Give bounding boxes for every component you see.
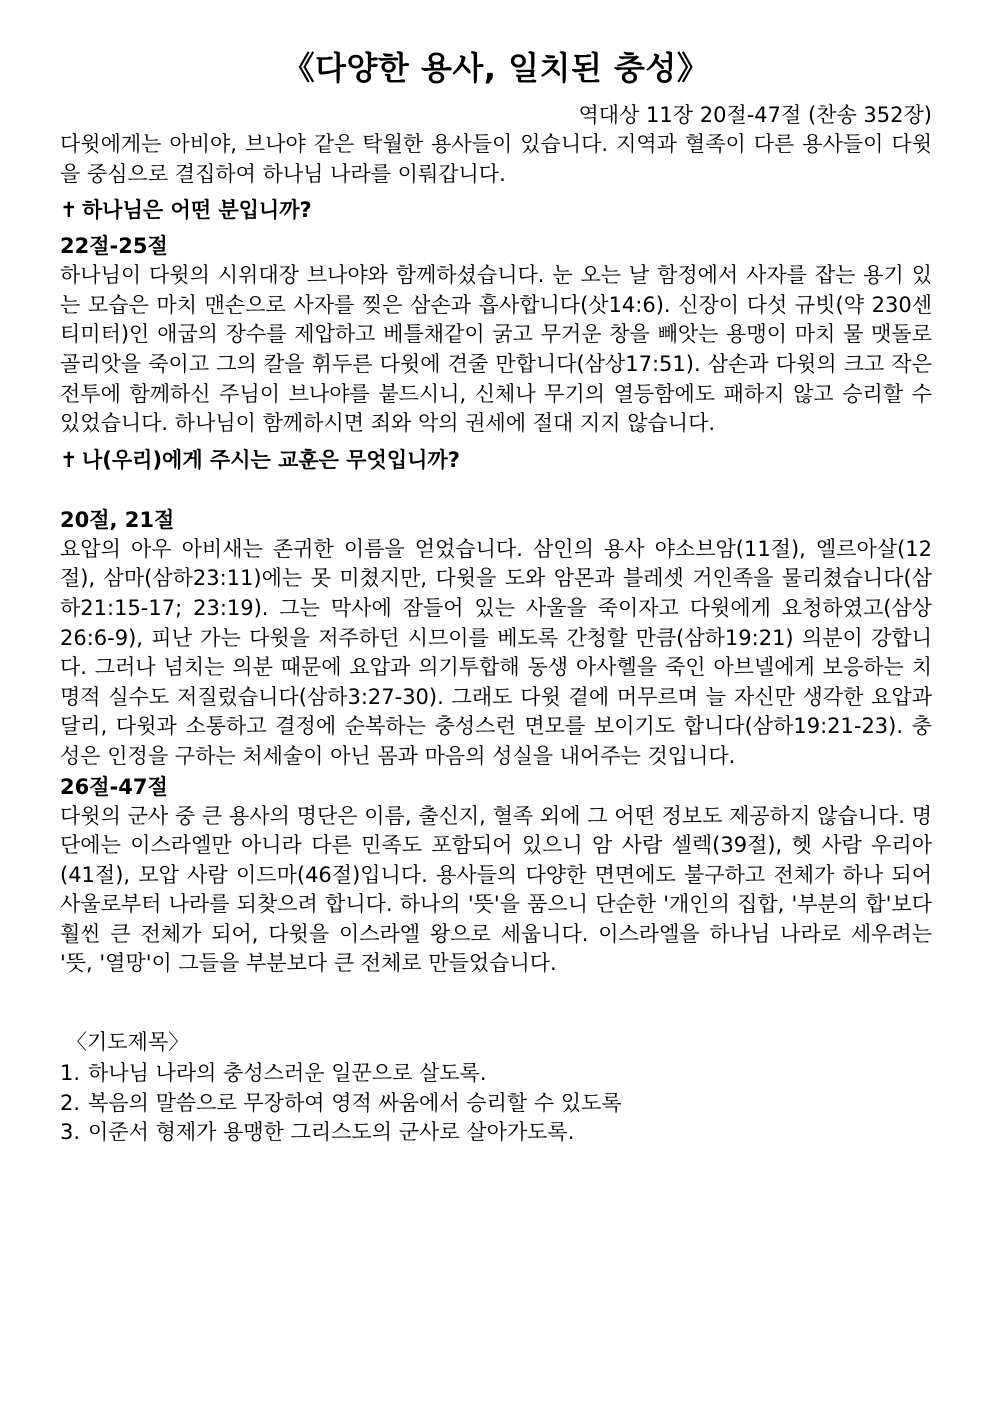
spacer bbox=[60, 979, 932, 1027]
cross-icon: ✝ bbox=[60, 447, 78, 472]
verse-heading-3: 26절-47절 bbox=[60, 774, 168, 799]
section-paragraph-1: 하나님이 다윗의 시위대장 브나야와 함께하셨습니다. 눈 오는 날 함정에서 사자를 잡는 용기 있는 모습은 마치 맨손으로 사자를 찢은 삼손과 흡사합니다(삿14:6). 신장이 다섯 규빗(약 230센티미터)인 애굽의 장수를 제압하고 베틀채같이 굵고 무거운 창을 빼앗는 용맹이 마치 물 맷돌로 골리앗을 죽이고 그의 칼을 휘두른 다윗에 견줄 만합니다(삼상17:51). 삼손과 다윗의 크고 작은 전투에 함께하신 주님이 브나야를 붙드시니, 신체나 무기의 열등함에도 패하지 않고 승리할 수 있었습니다. 하나님이 함께하시면 죄와 악의 권세에 절대 지지 않습니다. bbox=[60, 263, 932, 436]
question-text-1: 하나님은 어떤 분입니까? bbox=[82, 198, 312, 223]
scripture-reference: 역대상 11장 20절-47절 (찬송 352장) bbox=[578, 103, 932, 127]
prayer-item bbox=[60, 1118, 932, 1148]
prayer-item bbox=[60, 1059, 932, 1089]
prayer-item-number: 1. bbox=[60, 1061, 81, 1086]
question-text-2: 나(우리)에게 주시는 교훈은 무엇입니까? bbox=[82, 447, 460, 472]
verse-heading-1: 22절-25절 bbox=[60, 234, 168, 259]
section-paragraph-3: 다윗의 군사 중 큰 용사의 명단은 이름, 출신지, 혈족 외에 그 어떤 정보도 제공하지 않습니다. 명단에는 이스라엘만 아니라 다른 민족도 포함되어 있으니 암 사람 셀렉(39절), 헷 사람 우리아(41절), 모압 사람 이드마(46절)입니다. 용사들의 다양한 면면에도 불구하고 전체가 하나 되어 사울로부터 나라를 되찾으려 합니다. 하나의 '뜻'을 품으니 단순한 '개인의 집합, '부분의 합'보다 훨씬 큰 전체가 되어, 다윗을 이스라엘 왕으로 세웁니다. 이스라엘을 하나님 나라로 세우려는 '뜻, '열망'이 그들을 부분보다 큰 전체로 만들었습니다. bbox=[60, 803, 932, 976]
section-paragraph-2: 요압의 아우 아비새는 존귀한 이름을 얻었습니다. 삼인의 용사 야소브암(11절), 엘르아살(12절), 삼마(삼하23:11)에는 못 미쳤지만, 다윗을 도와 암몬과 블레셋 거인족을 물리쳤습니다(삼하21:15-17; 23:19). 그는 막사에 잠들어 있는 사울을 죽이자고 다윗에게 요청하였고(삼상26:6-9), 피난 가는 다윗을 저주하던 시므이를 베도록 간청할 만큼(삼하19:21) 의분이 강합니다. 그러나 넘치는 의분 때문에 요압과 의기투합해 동생 아사헬을 죽인 아브넬에게 보응하는 치명적 실수도 저질렀습니다(삼하3:27-30). 그래도 다윗 곁에 머무르며 늘 자신만 생각한 요압과 달리, 다윗과 소통하고 결정에 순복하는 충성스런 면모를 보이기도 합니다(삼하19:21-23). 충성은 인정을 구하는 처세술이 아닌 몸과 마음의 성실을 내어주는 것입니다. bbox=[60, 536, 932, 768]
prayer-item-text: 하나님 나라의 충성스러운 일꾼으로 살도록. bbox=[88, 1061, 487, 1086]
question-heading-1 bbox=[60, 195, 932, 225]
prayer-item-number: 2. bbox=[60, 1090, 81, 1115]
prayer-list bbox=[60, 1059, 932, 1148]
prayer-item-number: 3. bbox=[60, 1120, 81, 1145]
prayer-item-text: 복음의 말씀으로 무장하여 영적 싸움에서 승리할 수 있도록 bbox=[88, 1090, 622, 1115]
document-title: 《다양한 용사, 일치된 충성》 bbox=[282, 49, 710, 87]
cross-icon: ✝ bbox=[60, 198, 78, 223]
prayer-heading: 〈기도제목〉 bbox=[66, 1030, 190, 1055]
verse-heading-2: 20절, 21절 bbox=[60, 507, 175, 532]
prayer-item-text: 이준서 형제가 용맹한 그리스도의 군사로 살아가도록. bbox=[88, 1120, 575, 1145]
intro-paragraph: 다윗에게는 아비야, 브나야 같은 탁월한 용사들이 있습니다. 지역과 혈족이 다른 용사들이 다윗을 중심으로 결집하여 하나님 나라를 이뤄갑니다. bbox=[60, 132, 932, 186]
spacer bbox=[60, 481, 932, 505]
document-page bbox=[60, 44, 932, 1148]
prayer-item bbox=[60, 1089, 932, 1119]
question-heading-2 bbox=[60, 445, 932, 475]
